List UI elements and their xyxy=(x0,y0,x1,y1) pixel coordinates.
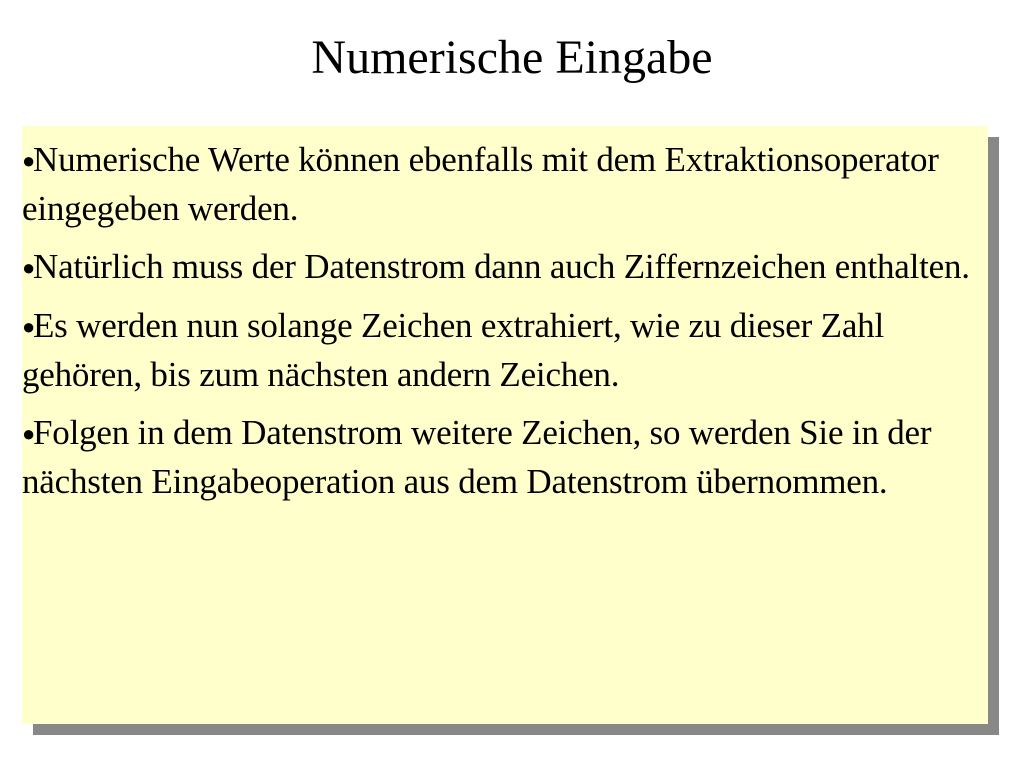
bullet-text: Es werden nun solange Zeichen extrahiert, wie zu dieser Zahl gehören, bis zum nächsten andern Zeichen. xyxy=(22,306,884,394)
bullet-dot-icon: ● xyxy=(22,255,36,280)
bullet-dot-icon: ● xyxy=(22,148,36,173)
bullet-text: Folgen in dem Datenstrom weitere Zeichen, so werden Sie in der nächsten Eingabeoperation aus dem Datenstrom übernommen. xyxy=(22,413,932,501)
bullet-dot-icon: ● xyxy=(22,421,36,446)
bullet-dot-icon: ● xyxy=(22,314,36,339)
bullet-item xyxy=(22,136,984,233)
bullet-list xyxy=(22,126,988,506)
bullet-item xyxy=(22,409,984,506)
slide-title: Numerische Eingabe xyxy=(311,31,713,84)
content-box xyxy=(22,126,988,724)
bullet-item xyxy=(22,302,984,399)
bullet-text: Numerische Werte können ebenfalls mit dem Extraktionsoperator eingegeben werden. xyxy=(22,140,939,228)
bullet-text: Natürlich muss der Datenstrom dann auch Ziffernzeichen enthalten. xyxy=(33,247,970,286)
bullet-item xyxy=(22,243,984,292)
